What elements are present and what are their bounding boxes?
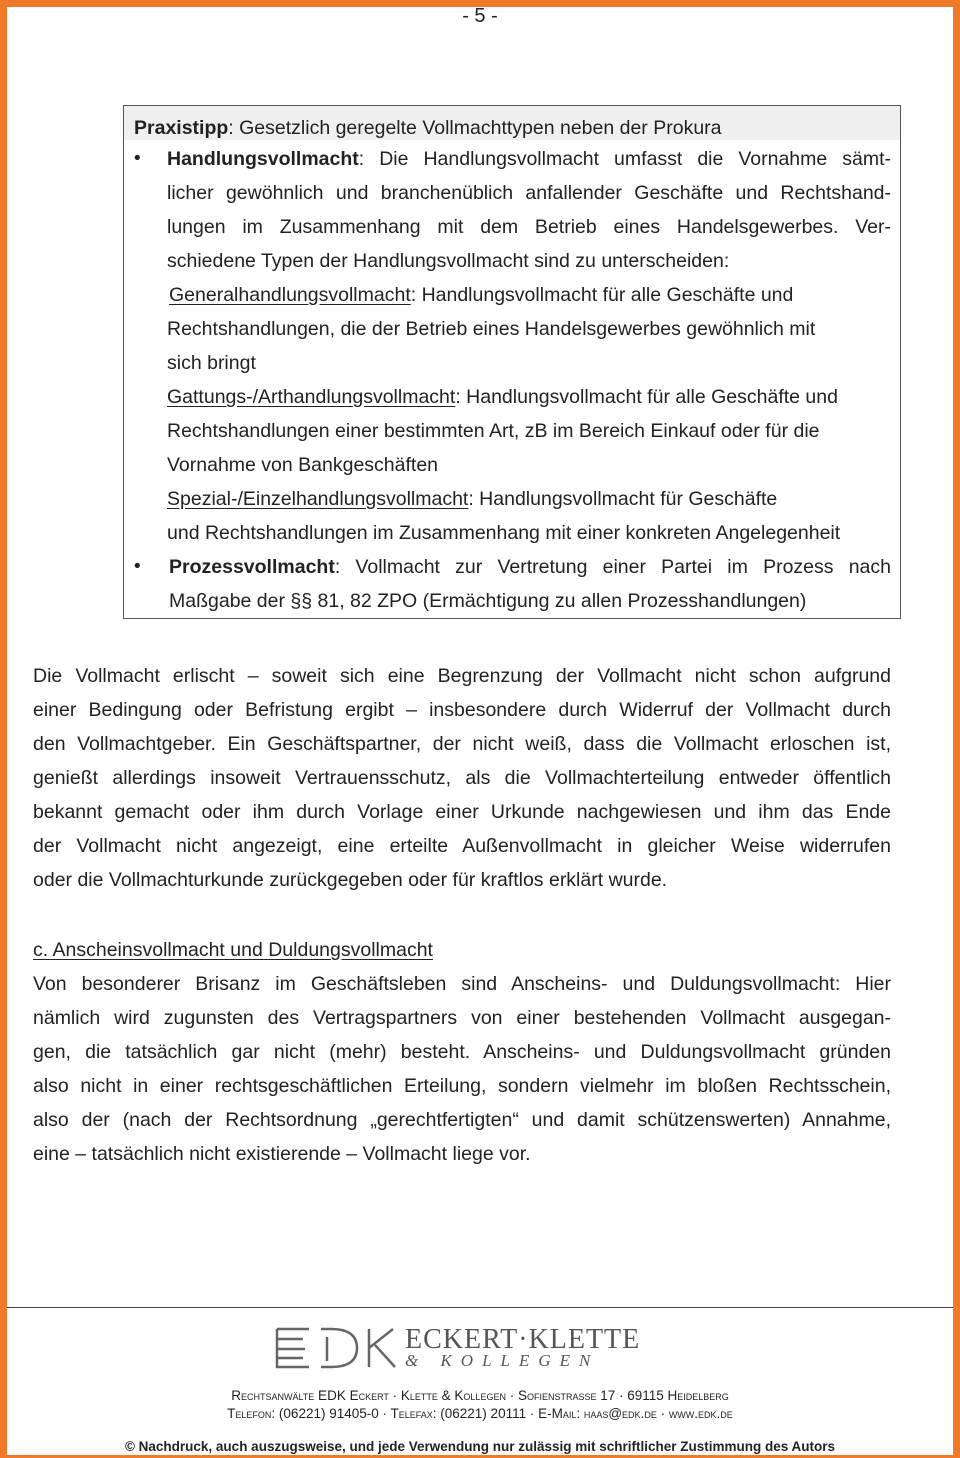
- bullet-icon: •: [134, 556, 141, 577]
- practice-tip-header: [124, 106, 900, 140]
- logo-subtitle: & KOLLEGEN: [405, 1351, 600, 1370]
- text-line: der Vollmacht nicht angezeigt, eine erteilte Außenvollmacht in gleicher Weise widerrufen: [33, 835, 891, 857]
- firm-logo: [275, 1325, 655, 1371]
- term-generalhandlungsvollmacht: Generalhandlungsvollmacht: [169, 284, 411, 306]
- sub-item-line: Spezial-/Einzelhandlungsvollmacht: Handlungsvollmacht für Geschäfte: [167, 488, 778, 510]
- term-gattungsvollmacht: Gattungs-/Arthandlungsvollmacht: [167, 386, 456, 408]
- bullet-icon: •: [134, 148, 141, 169]
- practice-tip-label: Praxistipp: [134, 117, 229, 139]
- term-spezialvollmacht: Spezial-/Einzelhandlungsvollmacht: [167, 488, 469, 510]
- text-line: also nicht in einer rechtsgeschäftlichen Erteilung, sondern vielmehr im bloßen Rechtsschein,: [33, 1075, 891, 1097]
- text-line: Die Vollmacht erlischt – soweit sich eine Begrenzung der Vollmacht nicht schon aufgrund: [33, 665, 891, 687]
- text-line: Von besonderer Brisanz im Geschäftsleben sind Anscheins- und Duldungsvollmacht: Hier: [33, 973, 891, 995]
- list-item-line: schiedene Typen der Handlungsvollmacht sind zu unterscheiden:: [167, 250, 730, 272]
- sub-item-line: Rechtshandlungen einer bestimmten Art, zB im Bereich Einkauf oder für die: [167, 420, 820, 442]
- sub-item-line: sich bringt: [167, 352, 256, 374]
- footer-divider: [7, 1307, 953, 1308]
- term-handlungsvollmacht: Handlungsvollmacht: [167, 148, 359, 170]
- sub-item-line: und Rechtshandlungen im Zusammenhang mit einer konkreten Angelegenheit: [167, 522, 841, 544]
- sub-item-line: Vornahme von Bankgeschäften: [167, 454, 439, 476]
- text-line: nämlich wird zugunsten des Vertragspartners von einer bestehenden Vollmacht ausgegan-: [33, 1007, 891, 1029]
- practice-tip-title: : Gesetzlich geregelte Vollmachttypen neben der Prokura: [228, 117, 722, 139]
- text-line: oder die Vollmachturkunde zurückgegeben oder für kraftlos erklärt wurde.: [33, 869, 668, 891]
- list-item-line: Handlungsvollmacht: Die Handlungsvollmacht umfasst die Vornahme sämt-: [167, 148, 891, 170]
- edk-logo-icon: [275, 1325, 397, 1371]
- text-line: den Vollmachtgeber. Ein Geschäftspartner, der nicht weiß, dass die Vollmacht erloschen ist,: [33, 733, 891, 755]
- term-prozessvollmacht: Prozessvollmacht: [169, 556, 335, 578]
- contact-line: Telefon: (06221) 91405-0 · Telefax: (06221) 20111 · E-Mail: haas@edk.de · www.edk.de: [227, 1406, 733, 1421]
- copyright-notice: © Nachdruck, auch auszugsweise, und jede Verwendung nur zulässig mit schriftlicher Zustimmung des Autors: [124, 1439, 836, 1454]
- list-item-line: Prozessvollmacht: Vollmacht zur Vertretung einer Partei im Prozess nach: [169, 556, 891, 578]
- address-line: Rechtsanwälte EDK Eckert · Klette & Kollegen · Sofienstrasse 17 · 69115 Heidelberg: [231, 1388, 729, 1403]
- text-line: eine – tatsächlich nicht existierende – Vollmacht liege vor.: [33, 1143, 531, 1165]
- text-line: gen, die tatsächlich gar nicht (mehr) besteht. Anscheins- und Duldungsvollmacht gründen: [33, 1041, 891, 1063]
- text-line: genießt allerdings insoweit Vertrauensschutz, als die Vollmachterteilung entweder öffentlich: [33, 767, 891, 789]
- section-heading: c. Anscheinsvollmacht und Duldungsvollmacht: [33, 939, 433, 961]
- sub-item-line: Generalhandlungsvollmacht: Handlungsvollmacht für alle Geschäfte und: [169, 284, 794, 306]
- sub-item-line: Gattungs-/Arthandlungsvollmacht: Handlungsvollmacht für alle Geschäfte und: [167, 386, 838, 408]
- list-item-line: licher gewöhnlich und branchenüblich anfallender Geschäfte und Rechtshand-: [167, 182, 891, 204]
- text-line: einer Bedingung oder Befristung ergibt – insbesondere durch Widerruf der Vollmacht durch: [33, 699, 891, 721]
- logo-name: ECKERT·KLETTE: [405, 1324, 641, 1355]
- list-item-line: lungen im Zusammenhang mit dem Betrieb eines Handelsgewerbes. Ver-: [167, 216, 891, 238]
- text-line: also der (nach der Rechtsordnung „gerechtfertigten“ und damit schützenswerten) Annahme,: [33, 1109, 891, 1131]
- list-item-line: Maßgabe der §§ 81, 82 ZPO (Ermächtigung zu allen Prozesshandlungen): [169, 590, 807, 612]
- sub-item-line: Rechtshandlungen, die der Betrieb eines Handelsgewerbes gewöhnlich mit: [167, 318, 816, 340]
- page-number: - 5 -: [462, 5, 498, 27]
- text-line: bekannt gemacht oder ihm durch Vorlage einer Urkunde nachgewiesen und ihm das Ende: [33, 801, 891, 823]
- practice-tip-box: [123, 105, 901, 619]
